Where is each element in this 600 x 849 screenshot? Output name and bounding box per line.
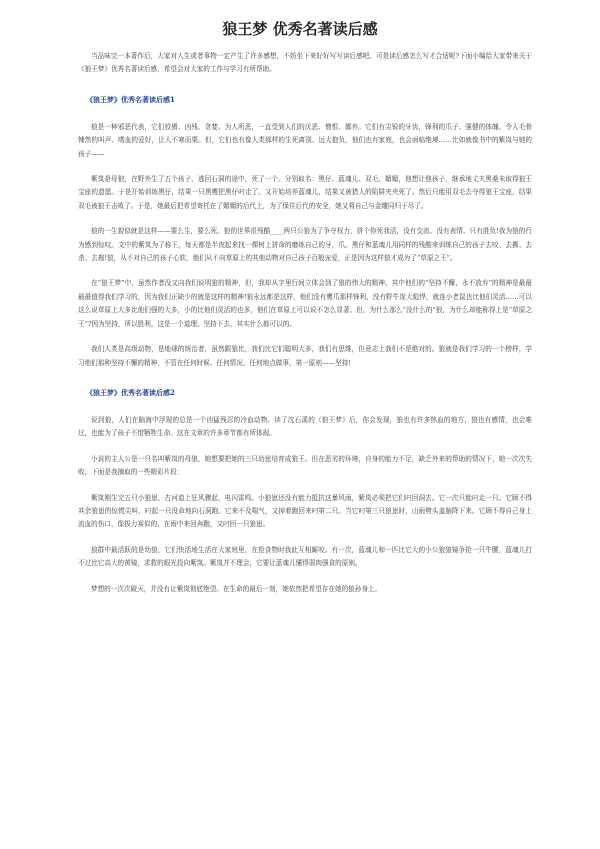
intro-paragraph: 当品味完一本著作后，大家对人生或者事物一定产生了许多感想，不妨坐下来好好写写读后感吧。可是读后感怎么写才合适呢?下面小编给大家带来关于《狼王梦》优秀名著读后感，希望会对大家的工作与学习有所帮助。 [78,52,532,74]
section1-paragraph: 我们人类是高级动物，是地球的统治者，虽然跟狼比，我们比它们聪明大多，我们有思维，但竟志上我们不是绝对的。狼就是我们学习的一个榜样，学习他们那种坚持不懈的精神，不管在任何时候、任何情况、任何地点做事，第一原则——坚持! [78,345,532,367]
section1-paragraph: 在“狼王梦”中，虽然作者没又向我们说明狼的精神，但，我却从字里行间立体会到了狼的伟大的精神。其中他们的“坚持不懈，永不放弃”的精神是最最最最值得我们学习的，因为我们正缺少的就是这样的精神!狼永远都是这样，他们没有鹰爪那样锋利，没有野牛庞大彪悍，就连小老鼠也比他们灵活……可以这么说草原上大多比他们强的大多，小的比他们灵活的也多，他们在草原上可以说不怎么显著。但，为什么那么“没什么的”狼，为什么却能称得上是“草原之王”?因为坚持，所以胜利，这是一个道理。坚持下去，其实什么都可以的。 [78,279,532,328]
section-heading-1: 《狼王梦》优秀名著读后感1 [86,94,175,104]
section2-paragraph: 狼群中最活跃的是幼狼，它们快活地生活在大家庭里，在抢食物时我此互相厮咬。有一次，蓝魂儿和一匹比它大的小公狼狼镜争抢一只牛腰，蓝魂儿打不过比它高大的黄镜，求救的眼光投向紫岚。紫岚并不理会，它要让蓝魂儿懂得弱肉强食的原则。 [78,545,532,568]
section2-paragraph: 说到狼，人们在脑海中浮现的总是一个凶猛残忍的冷血动物。读了沈石溪的《狼王梦》后，你会发现，狼也有许多热血的地方，狼也有感情，也会难过，也能为了孩子不惜牺牲生命。这在文章的许多章节都有所体现。 [78,415,532,438]
page-title: 狼王梦 优秀名著读后感 [222,20,378,38]
article-body [78,50,532,608]
section1-paragraph: 狼的一生貌似就是这样——要么生，要么死。狼的世界很残酷____两只公狼为了争夺权力，拼个你死我活，没有交流、没有表情、只有胜负!我为狼的行为感到惊叹。文中的紫岚为了称王，每天都是半夜起来找一棵树上拼命的磨练自己的牙，爪。黑仔和蓝魂儿用同样的残酷来训练自己的孩子去咬、去撕、去杀、去拖!狼，从不对自己的孩子心软，他们从不向草原上的其他动物对自己孩子百般宠爱，正是因为这样狼才成为了“草原之王”。 [78,227,532,263]
section1-paragraph: 紫岚是母狼，在野外生了五个孩子，逃回石洞的途中，死了一个。分别取名：黑仔、蓝魂儿、双毛、媚媚，他想让他孩子，继承地丈夫黑桑未取得狼王宝座的遗愿。于是开始训练黑仔，结果一只黑鹰把黑仔叼走了。又开始培养蓝魂儿，结果又被猎人的陷阱夹夹死了。然后只能用双毛去夺得狼王宝座，结果双毛被狼王击败了。于是，她最后把希望寄托在了媚媚的后代上，为了保住后代的安全，她又将自己与金雕同归于尽了。 [78,175,532,210]
section-heading-2: 《狼王梦》优秀名著读后感2 [86,387,175,397]
section2-paragraph: 紫岚刚生完五只小狼崽，古河道上狂风骤起，电闪雷鸣。小狼崽还没有能力抵抗这暴风雨，紫岚必须把它们叼回洞去。它一次只能叼走一只。它顾不得其余狼崽的惊慌尖叫，叼起一只没命地向石洞跑。它来不及喘气，又掉着跑回来叼第二只。当它叼第三只狼崽时，山雨劈头盖脑降下来。它顾不得自己身上流血的伤口，像拔力赛似的，在雨中来回奔跑，又叼回一只狼崽。 [78,493,532,529]
section1-paragraph: 狼是一种邪恶代表，它们狡猾、凶残、贪婪、为人所恶，一直受到人们的厌恶、憎恨、鄙弃。它们有尖锐的牙齿，锋利的爪子、强健的体魄、令人毛骨悚然的叫声、嗜血的爱好，让人不寒而栗。但，它们也有像人类那样的生死离别、远大抱负，他们也有家庭，也会面临绝境……比如就像书中的紫岚与她的孩子—— [78,122,532,158]
section2-paragraph: 小说的主人公是一只名叫紫岚的母狼，她想要把她的三只幼崽培育成狼王。但在恶劣的环境，自身的能力不足，缺乏外来的帮助的情况下，她一次次失败。下面是我摘取的一些精彩片段： [78,454,532,477]
section2-paragraph: 梦想的一次次破灭，并没有让紫岚彻底绝望。在生命的最后一刻，她依然把希望存在她的狼孙身上。 [91,584,382,593]
